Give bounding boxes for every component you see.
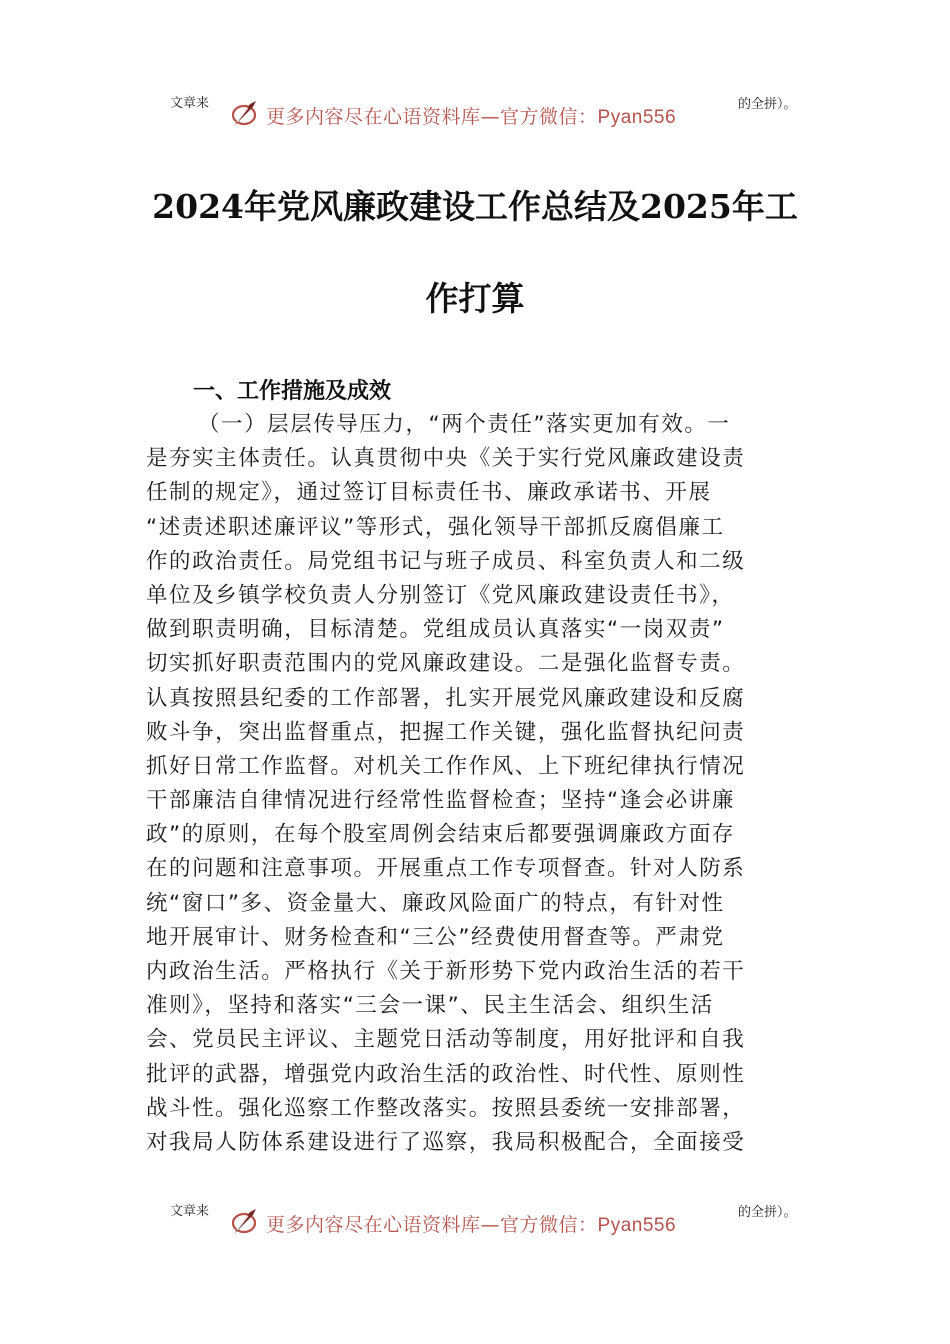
document-title-line-2: 作打算 xyxy=(425,279,525,318)
body-line: 认真按照县纪委的工作部署，扎实开展党风廉政建设和反腐 xyxy=(146,685,746,711)
body-line: 败斗争，突出监督重点，把握工作关键，强化监督执纪问责 xyxy=(146,719,746,745)
body-line: 批评的武器，增强党内政治生活的政治性、时代性、原则性 xyxy=(146,1061,746,1087)
body-line: 做到职责明确，目标清楚。党组成员认真落实“一岗双责” xyxy=(146,617,725,643)
header-watermark-label: 更多内容尽在心语资料库—官方微信： xyxy=(266,106,598,128)
header-watermark-id: Pyan556 xyxy=(597,107,677,128)
body-paragraph xyxy=(146,408,806,1160)
body-line: 地开展审计、财务检查和“三公”经费使用督查等。严肃党 xyxy=(146,924,725,950)
footer-left-tag: 文章来 xyxy=(170,1204,210,1219)
header-left-tag: 文章来 xyxy=(170,96,210,111)
footer-watermark-label: 更多内容尽在心语资料库—官方微信： xyxy=(266,1214,598,1236)
body-line: 会、党员民主评议、主题党日活动等制度，用好批评和自我 xyxy=(146,1027,746,1053)
body-line: 对我局人防体系建设进行了巡察，我局积极配合，全面接受 xyxy=(146,1129,746,1155)
body-line: 抓好日常工作监督。对机关工作作风、上下班纪律执行情况 xyxy=(146,753,746,779)
body-line: 干部廉洁自律情况进行经常性监督检查；坚持“逢会必讲廉 xyxy=(146,788,735,814)
body-line: 单位及乡镇学校负责人分别签订《党风廉政建设责任书》， xyxy=(146,582,735,608)
section-heading: 一、工作措施及成效 xyxy=(193,379,392,404)
body-line: 准则》，坚持和落实“三会一课”、民主生活会、组织生活 xyxy=(146,993,714,1019)
body-line: 统“窗口”多、资金量大、廉政风险面广的特点，有针对性 xyxy=(146,890,725,916)
footer-watermark-id: Pyan556 xyxy=(597,1215,677,1236)
footer-right-tag: 的全拼）。 xyxy=(738,1205,797,1220)
quill-pen-logo-icon xyxy=(228,1206,262,1236)
body-line: 政”的原则，在每个股室周例会结束后都要强调廉政方面存 xyxy=(146,822,735,848)
body-line: （一）层层传导压力，“两个责任”落实更加有效。一 xyxy=(198,412,731,437)
body-line: 是夯实主体责任。认真贯彻中央《关于实行党风廉政建设责 xyxy=(146,446,746,472)
document-title-line-1: 2024年党风廉政建设工作总结及2025年工 xyxy=(152,187,798,226)
body-line: “述责述职述廉评议”等形式，强化领导干部抓反腐倡廉工 xyxy=(146,514,725,540)
body-line: 内政治生活。严格执行《关于新形势下党内政治生活的若干 xyxy=(146,959,746,984)
header-watermark-band xyxy=(0,92,950,132)
footer-watermark-text xyxy=(266,1210,676,1237)
body-line: 作的政治责任。局党组书记与班子成员、科室负责人和二级 xyxy=(146,548,746,574)
body-line: 战斗性。强化巡察工作整改落实。按照县委统一安排部署， xyxy=(146,1095,746,1121)
quill-pen-logo-icon xyxy=(228,98,262,128)
header-right-tag: 的全拼）。 xyxy=(738,97,797,112)
body-line: 切实抓好职责范围内的党风廉政建设。二是强化监督专责。 xyxy=(146,651,746,677)
body-line: 在的问题和注意事项。开展重点工作专项督查。针对人防系 xyxy=(146,856,746,882)
header-watermark-text xyxy=(266,102,676,129)
footer-watermark-band xyxy=(0,1200,950,1240)
body-line: 任制的规定》，通过签订目标责任书、廉政承诺书、开展 xyxy=(146,480,712,506)
